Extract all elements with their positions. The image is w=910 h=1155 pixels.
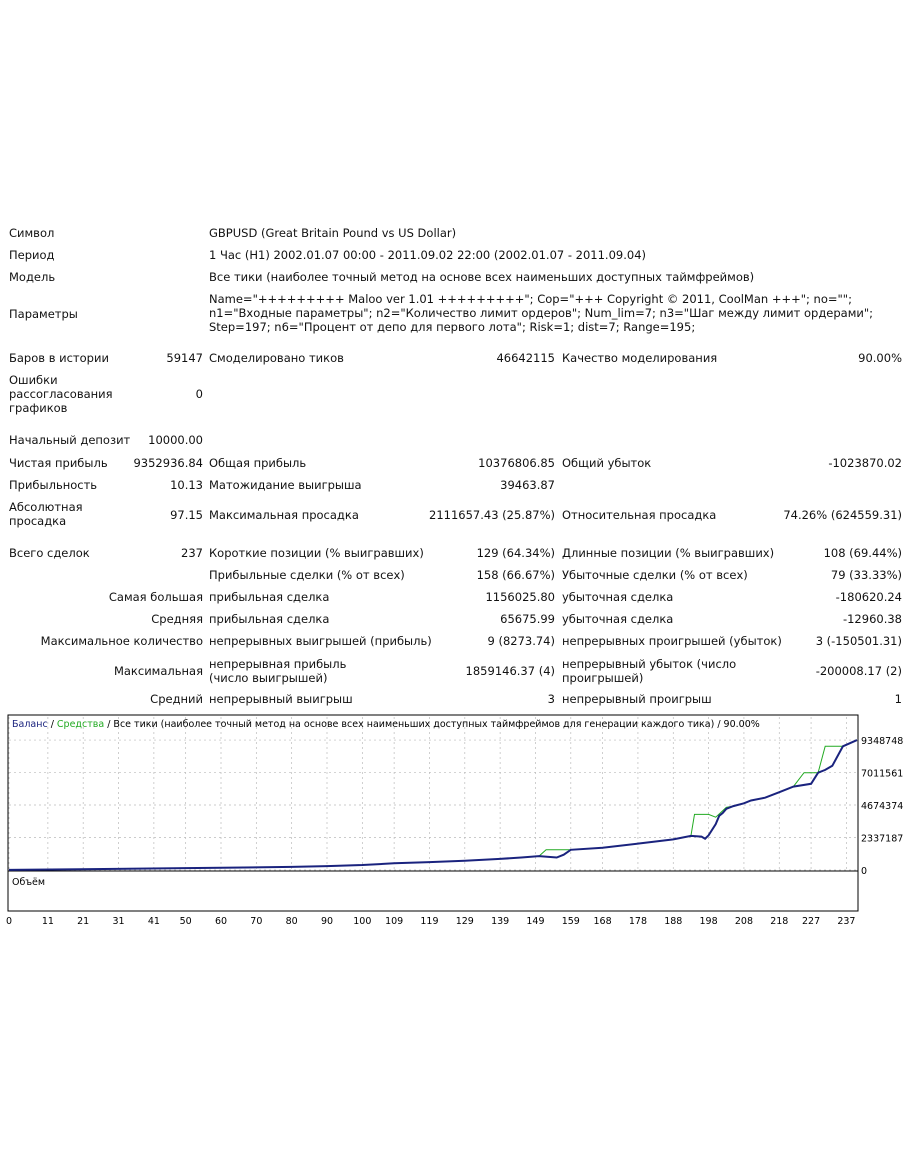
maximal-profit-value: 1859146.37 (4) [465,664,555,678]
deposit-value: 10000.00 [148,433,203,447]
x-tick-label: 129 [455,916,474,927]
x-tick-label: 31 [112,916,125,927]
max-drawdown-value: 2111657.43 (25.87%) [429,508,555,522]
rel-drawdown-value: 74.26% (624559.31) [783,508,902,522]
bars-label: Баров в истории [9,351,109,365]
profit-trades-label: Прибыльные сделки (% от всех) [209,568,405,582]
x-tick-label: 139 [491,916,510,927]
params-label: Параметры [9,307,78,321]
x-tick-label: 90 [320,916,334,927]
x-tick-label: 11 [41,916,54,927]
x-tick-label: 70 [250,916,263,927]
bars-value: 59147 [166,351,203,365]
max-count-loss-value: 3 (-150501.31) [815,634,902,648]
chart-title [12,719,760,730]
max-count-label: Максимальное количество [40,634,203,648]
maximal-loss-label: непрерывный убыток (число проигрышей) [562,657,737,685]
y-tick-label: 2337187 [861,833,904,845]
x-tick-label: 168 [593,916,612,927]
x-tick-label: 21 [77,916,90,927]
x-tick-label: 109 [385,916,404,927]
long-positions-label: Длинные позиции (% выигравших) [562,546,775,560]
deposit-label: Начальный депозит [9,433,131,447]
y-tick-label: 0 [861,866,868,877]
total-trades-value: 237 [181,546,203,560]
max-count-loss-label: непрерывных проигрышей (убыток) [562,634,782,648]
x-tick-label: 60 [214,916,228,927]
max-count-profit-label: непрерывных выигрышей (прибыль) [209,634,432,648]
y-tick-label: 7011561 [861,768,904,780]
x-tick-label: 50 [179,916,192,927]
x-tick-label: 80 [285,916,298,927]
avg-consec-loss-label: непрерывный проигрыш [562,692,712,706]
largest-profit-label: прибыльная сделка [209,590,330,604]
largest-profit-value: 1156025.80 [485,590,555,604]
profit-factor-value: 10.13 [170,478,203,492]
x-tick-label: 227 [801,916,821,927]
title-equity: Средства [56,719,105,730]
expected-payoff-label: Матожидание выигрыша [209,478,362,492]
abs-drawdown-value: 97.15 [170,508,203,522]
title-rest: / Все тики (наиболее точный метод на основе всех наименьших доступных таймфреймов для генерации каждого тика) / 90.00% [104,719,760,730]
x-tick-label: 218 [770,916,789,927]
x-tick-label: 41 [147,916,160,927]
period-label: Период [9,248,55,262]
average-loss-value: -12960.38 [842,612,902,626]
model-label: Модель [9,270,56,284]
symbol-label: Символ [9,226,55,240]
chart-frame [8,715,858,871]
params-value: Name="+++++++++ Maloo ver 1.01 +++++++++"; Cop="+++ Copyright © 2011, CoolMan +++"; no=""; n1="Входные параметры"; n2="Количество лимит ордеров"; Num_lim=7; n3="Шаг между лимит ордерами"; Step=197; n6="Процент от депо для первого лота"; Risk=1; dist=7; Range=195; [209,292,874,334]
short-positions-label: Короткие позиции (% выигравших) [209,546,424,560]
gross-profit-value: 10376806.85 [478,456,555,470]
y-tick-label: 4674374 [861,801,904,813]
average-profit-label: прибыльная сделка [209,612,330,626]
gross-profit-label: Общая прибыль [209,456,307,470]
x-tick-labels [6,916,855,927]
x-tick-label: 0 [5,916,13,927]
largest-loss-value: -180620.24 [835,590,902,604]
maximal-loss-value: -200008.17 (2) [815,664,902,678]
x-tick-label: 100 [353,916,372,927]
title-sep: / [47,719,57,730]
net-profit-label: Чистая прибыль [9,456,108,470]
profit-factor-label: Прибыльность [9,478,98,492]
maximal-profit-label: непрерывная прибыль (число выигрышей) [209,657,347,685]
profit-trades-value: 158 (66.67%) [476,568,555,582]
maximal-label: Максимальная [113,664,203,678]
volume-frame [8,871,858,911]
long-positions-value: 108 (69.44%) [823,546,902,560]
x-tick-label: 188 [664,916,683,927]
x-tick-label: 198 [699,916,718,927]
x-tick-label: 178 [628,916,648,927]
average-label: Средняя [151,612,203,626]
quality-value: 90.00% [858,351,902,365]
expected-payoff-value: 39463.87 [500,478,555,492]
volume-label: Объём [12,877,46,888]
x-tick-label: 237 [837,916,856,927]
balance-chart [0,713,910,933]
average-profit-value: 65675.99 [500,612,555,626]
abs-drawdown-label: Абсолютная просадка [9,500,83,528]
x-tick-label: 119 [420,916,439,927]
max-count-profit-value: 9 (8273.74) [487,634,555,648]
loss-trades-label: Убыточные сделки (% от всех) [562,568,748,582]
avg-consec-profit-value: 3 [547,692,555,706]
x-tick-label: 208 [734,916,754,927]
model-value: Все тики (наиболее точный метод на основе всех наименьших доступных таймфреймов) [209,270,755,284]
largest-label: Самая большая [108,590,203,604]
avg-consec-loss-value: 1 [894,692,902,706]
rel-drawdown-label: Относительная просадка [562,508,717,522]
errors-value: 0 [195,387,203,401]
period-value: 1 Час (H1) 2002.01.07 00:00 - 2011.09.02 22:00 (2002.01.07 - 2011.09.04) [209,248,646,262]
y-tick-labels [861,736,903,877]
symbol-value: GBPUSD (Great Britain Pound vs US Dollar) [209,226,457,240]
loss-trades-value: 79 (33.33%) [830,568,902,582]
ticks-value: 46642115 [496,351,555,365]
x-tick-label: 159 [561,916,580,927]
max-drawdown-label: Максимальная просадка [209,508,359,522]
gross-loss-value: -1023870.02 [828,456,902,470]
net-profit-value: 9352936.84 [133,456,203,470]
average-loss-label: убыточная сделка [562,612,674,626]
errors-label: Ошибки рассогласования графиков [9,373,113,415]
avg-consec-profit-label: непрерывный выигрыш [209,692,353,706]
title-balance: Баланс [12,719,48,730]
x-tick-label: 149 [526,916,545,927]
short-positions-value: 129 (64.34%) [476,546,555,560]
total-trades-label: Всего сделок [9,546,90,560]
avg-consec-label: Средний [150,692,203,706]
largest-loss-label: убыточная сделка [562,590,674,604]
gross-loss-label: Общий убыток [562,456,652,470]
quality-label: Качество моделирования [562,351,718,365]
y-tick-label: 9348748 [861,736,904,748]
ticks-label: Смоделировано тиков [209,351,344,365]
